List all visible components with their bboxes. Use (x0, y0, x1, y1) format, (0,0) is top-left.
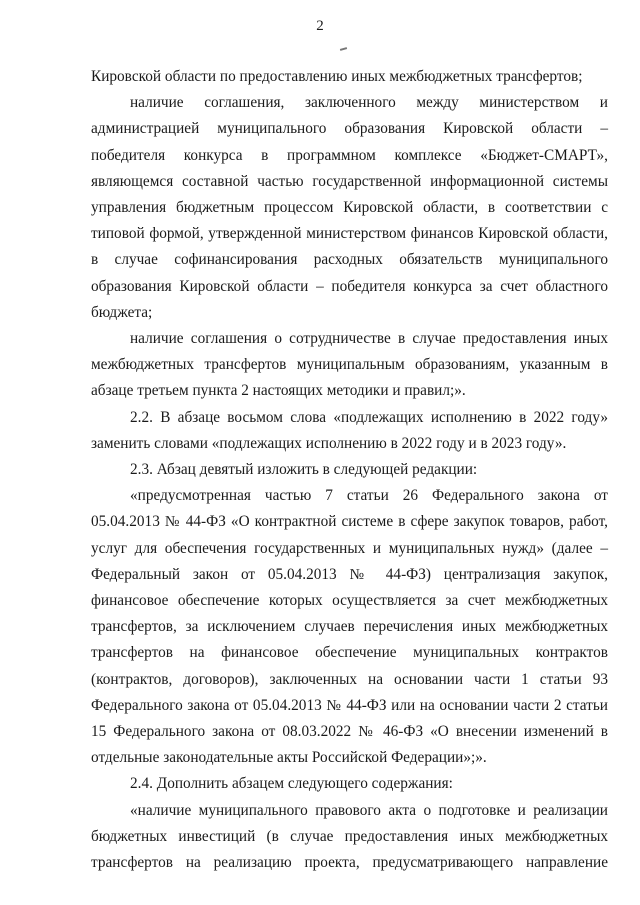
document-body (91, 64, 608, 876)
paragraph: 2.2. В абзаце восьмом слова «подлежащих исполнению в 2022 году» заменить словами «подлежащих исполнению в 2022 году и в 2023 году». (91, 408, 608, 452)
page-number: 2 (316, 18, 324, 34)
paragraph: наличие соглашения, заключенного между министерством и администрацией муниципального образования Кировской области – победителя конкурса в программном комплексе «Бюджет-СМАРТ», являющемся составной частью государственной информационной системы управления бюджетным процессом Кировской области, в соответствии с типовой формой, утвержденной министерством финансов Кировской области, в случае софинансирования расходных обязательств муниципального образования Кировской области – победителя конкурса за счет областного бюджета; (91, 94, 608, 321)
paragraph: Кировской области по предоставлению иных межбюджетных трансфертов; (91, 68, 583, 85)
paragraph: «предусмотренная частью 7 статьи 26 Федерального закона от 05.04.2013 № 44-ФЗ «О контрактной системе в сфере закупок товаров, работ, услуг для обеспечения государственных и муниципальных нужд» (далее – Федеральный закон от 05.04.2013 № 44-ФЗ) централизация закупок, финансовое обеспечение которых осуществляется за счет межбюджетных трансфертов, за исключением случаев перечисления иных межбюджетных трансфертов на финансовое обеспечение муниципальных контрактов (контрактов, договоров), заключенных на основании части 1 статьи 93 Федерального закона от 05.04.2013 № 44-ФЗ или на основании части 2 статьи 15 Федерального закона от 08.03.2022 № 46-ФЗ «О внесении изменений в отдельные законодательные акты Российской Федерации»;». (91, 487, 608, 767)
scan-mark (340, 47, 347, 51)
paragraph: наличие соглашения о сотрудничестве в случае предоставления иных межбюджетных трансфертов муниципальным образованиям, указанным в абзаце третьем пункта 2 настоящих методики и правил;». (91, 330, 608, 400)
paragraph: 2.3. Абзац девятый изложить в следующей редакции: (130, 461, 478, 479)
paragraph: 2.4. Дополнить абзацем следующего содержания: (130, 775, 453, 793)
paragraph: «наличие муниципального правового акта о подготовке и реализации бюджетных инвестиций (в случае предоставления иных межбюджетных трансфертов на реализацию проекта, предусматривающего направление (91, 801, 608, 872)
